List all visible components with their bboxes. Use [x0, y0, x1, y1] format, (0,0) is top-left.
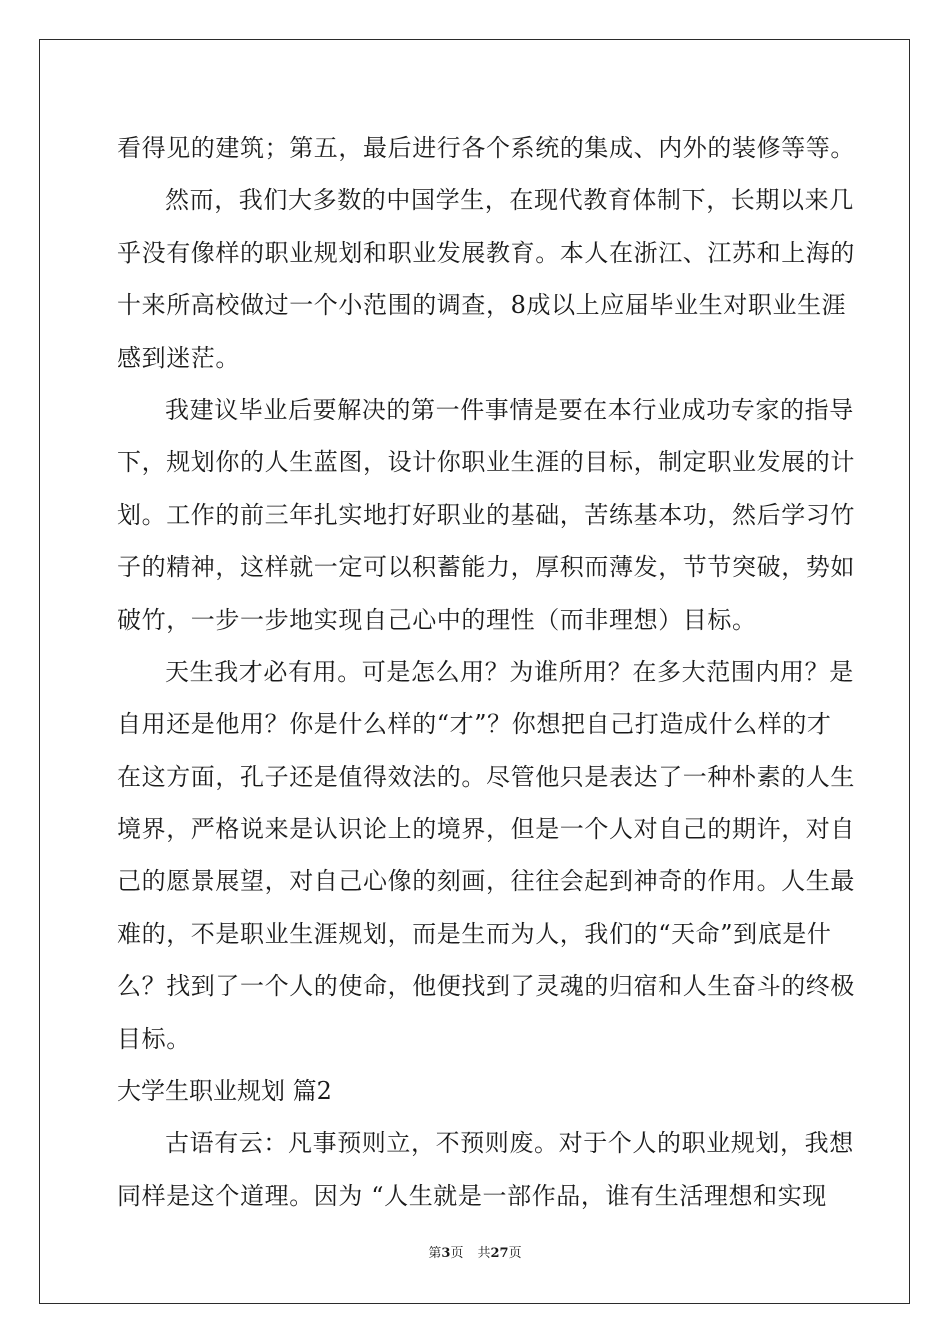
total-prefix: 共	[477, 1246, 491, 1261]
document-body	[117, 122, 855, 1222]
text-line: 境界，严格说来是认识论上的境界，但是一个人对自己的期许，对自	[117, 815, 855, 844]
paragraph-start-line: 然而，我们大多数的中国学生，在现代教育体制下，长期以来几	[165, 186, 854, 215]
text-line: 在这方面，孔子还是值得效法的。尽管他只是表达了一种朴素的人生	[117, 762, 855, 791]
text-line: 乎没有像样的职业规划和职业发展教育。本人在浙江、江苏和上海的	[117, 238, 855, 267]
page-suffix: 页	[450, 1246, 464, 1261]
text-line: 看得见的建筑；第五，最后进行各个系统的集成、内外的装修等等。	[117, 134, 855, 162]
total-page-count: 27	[490, 1246, 509, 1261]
paragraph-start-line: 天生我才必有用。可是怎么用？为谁所用？在多大范围内用？是	[165, 657, 854, 686]
text-line: 难的，不是职业生涯规划，而是生而为人，我们的“天命”到底是什	[117, 919, 832, 948]
text-line: 感到迷茫。	[117, 343, 240, 372]
section-heading: 大学生职业规划 篇2	[117, 1077, 332, 1106]
text-line: 己的愿景展望，对自己心像的刻画，往往会起到神奇的作用。人生最	[117, 867, 855, 896]
paragraph-start-line: 古语有云：凡事预则立，不预则废。对于个人的职业规划，我想	[165, 1129, 854, 1158]
total-suffix: 页	[508, 1246, 522, 1261]
text-line: 目标。	[117, 1024, 191, 1053]
current-page-number: 3	[441, 1246, 451, 1261]
page-prefix: 第	[428, 1246, 442, 1261]
text-line: 划。工作的前三年扎实地打好职业的基础，苦练基本功，然后学习竹	[117, 500, 855, 529]
text-line: 破竹，一步一步地实现自己心中的理性（而非理想）目标。	[117, 605, 757, 634]
paragraph-start-line: 我建议毕业后要解决的第一件事情是要在本行业成功专家的指导	[165, 395, 854, 424]
text-line: 十来所高校做过一个小范围的调查，8成以上应届毕业生对职业生涯	[117, 291, 847, 320]
text-line: 下，规划你的人生蓝图，设计你职业生涯的目标，制定职业发展的计	[117, 448, 855, 477]
page-footer	[0, 1244, 950, 1264]
text-line: 子的精神，这样就一定可以积蓄能力，厚积而薄发，节节突破，势如	[117, 553, 855, 582]
text-line: 自用还是他用？你是什么样的“才”？你想把自己打造成什么样的才	[117, 710, 832, 739]
text-line: 么？找到了一个人的使命，他便找到了灵魂的归宿和人生奋斗的终极	[117, 972, 855, 1001]
text-line: 同样是这个道理。因为 “人生就是一部作品，谁有生活理想和实现	[117, 1181, 827, 1210]
